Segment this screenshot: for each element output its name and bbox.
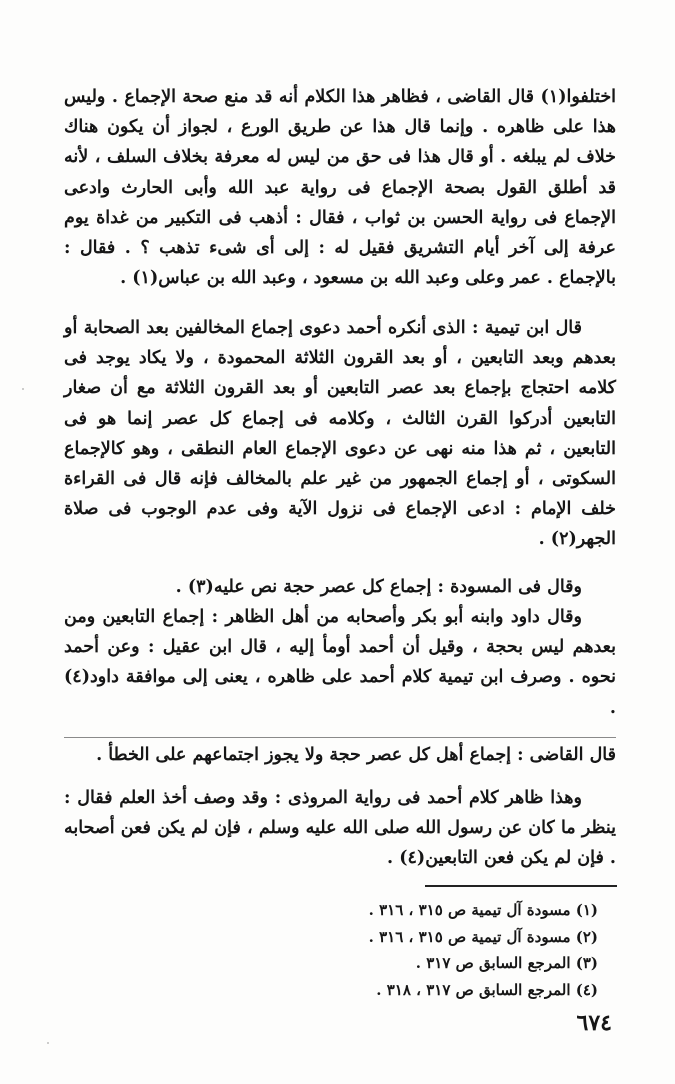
scan-speck xyxy=(22,388,24,390)
paragraph: اختلفوا(١) قال القاضى ، فظاهر هذا الكلام أنه قد منع صحة الإجماع . وليس هذا على ظاهره . وإنما قال هذا عن طريق الورع ، لجواز أن يكون هناك خلاف لم يبلغه . أو قال هذا فى حق من ليس له معرفة بخلاف السلف ، لأنه قد أطلق القول بصحة الإجماع فى رواية عبد الله وأبى الحارث وادعى الإجماع فى رواية الحسن بن ثواب ، فقال : أذهب فى التكبير من غداة يوم عرفة إلى آخر أيام التشريق فقيل له : إلى أى شىء تذهب ؟ . فقال : بالإجماع . عمر وعلى وعبد الله بن مسعود ، وعبد الله بن عباس(١) . xyxy=(64,87,616,289)
paragraph: وهذا ظاهر كلام أحمد فى رواية المروذى : وقد وصف أخذ العلم فقال : ينظر ما كان عن رسول الله صلى الله عليه وسلم ، فإن لم يكن فعن أصحابه . فإن لم يكن فعن التابعين(٤) . xyxy=(64,788,616,869)
scan-speck xyxy=(47,1042,49,1044)
paragraph: قال ابن تيمية : الذى أنكره أحمد دعوى إجماع المخالفين بعد الصحابة أو بعدهم وبعد التابعين ، أو بعد القرون الثلاثة المحمودة ، ولا يكاد يوجد فى كلامه احتجاج بإجماع بعد عصر التابعين أو بعد القرون الثلاثة مع أن صغار التابعين أدركوا القرن الثالث ، وكلامه فى إجماع كل عصر إنما هو فى التابعين ، ثم هذا منه نهى عن دعوى الإجماع العام النطقى ، وهو كالإجماع السكوتى ، أو إجماع الجمهور من غير علم بالمخالف فإنه قال فى القراءة خلف الإمام : ادعى الإجماع فى نزول الآية وفى عدم الوجوب فى صلاة الجهر(٢) . xyxy=(64,318,616,550)
section-divider xyxy=(64,737,616,738)
footnote-4: (٤) المرجع السابق ص ٣١٧ ، ٣١٨ . xyxy=(376,980,598,999)
page-number: ٦٧٤ xyxy=(576,1010,612,1036)
main-text-paragraph-6 xyxy=(64,783,616,874)
footnote-2: (٢) مسودة آل تيمية ص ٣١٥ ، ٣١٦ . xyxy=(368,927,598,946)
paragraph: وقال فى المسودة : إجماع كل عصر حجة نص عليه(٣) . xyxy=(175,577,582,597)
paragraph: قال القاضى : إجماع أهل كل عصر حجة ولا يجوز اجتماعهم على الخطأ . xyxy=(96,745,616,765)
main-text-paragraph-4 xyxy=(64,602,616,723)
footnote-3: (٣) المرجع السابق ص ٣١٧ . xyxy=(415,954,598,972)
footnotes xyxy=(238,897,598,1003)
footnote-1: (١) مسودة آل تيمية ص ٣١٥ ، ٣١٦ . xyxy=(368,901,598,919)
footnote-rule xyxy=(425,885,617,887)
main-text-paragraph-3 xyxy=(64,572,616,602)
main-text-paragraph-2 xyxy=(64,313,616,555)
main-text-paragraph-1 xyxy=(64,82,616,293)
paragraph: وقال داود وابنه أبو بكر وأصحابه من أهل الظاهر : إجماع التابعين ومن بعدهم ليس بحجة ، وقيل أن أحمد أومأ إليه ، قال ابن عقيل : وعن أحمد نحوه . وصرف ابن تيمية كلام أحمد على ظاهره ، يعنى إلى موافقة داود(٤) . xyxy=(64,607,616,718)
main-text-paragraph-5 xyxy=(64,740,616,770)
